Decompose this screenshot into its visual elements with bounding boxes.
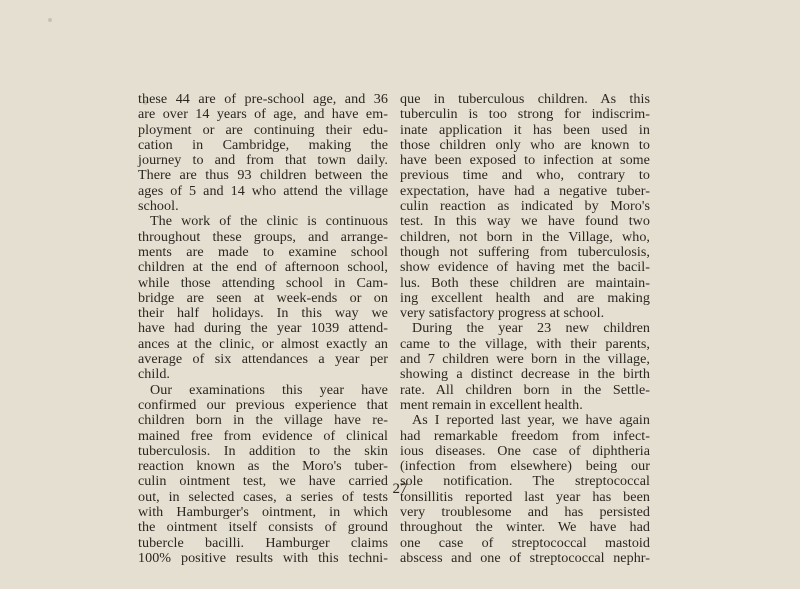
text-line: tuberculosis. In addition to the skin bbox=[138, 442, 388, 459]
text-line: ing excellent health and are making bbox=[400, 289, 650, 306]
text-line: ious diseases. One case of diphtheria bbox=[400, 442, 650, 459]
text-line: reaction known as the Moro's tuber- bbox=[138, 458, 388, 475]
text-line: bridge are seen at week-ends or on bbox=[138, 289, 388, 306]
text-line: There are thus 93 children between the bbox=[138, 167, 388, 184]
text-line: throughout the winter. We have had bbox=[400, 519, 650, 536]
text-line: abscess and one of streptococcal nephr- bbox=[400, 549, 650, 566]
text-line: que in tuberculous children. As this bbox=[400, 91, 650, 107]
text-line: ployment or are continuing their edu- bbox=[138, 121, 388, 138]
text-line: though not suffering from tuberculosis, bbox=[400, 243, 650, 260]
text-line: children at the end of afternoon school, bbox=[138, 259, 388, 276]
text-line: confirmed our previous experience that bbox=[138, 396, 388, 413]
text-line: while those attending school in Cam- bbox=[138, 274, 388, 291]
text-line: those children only who are known to bbox=[400, 136, 650, 153]
text-line: previous time and who, contrary to bbox=[400, 167, 650, 184]
text-line: expectation, have had a negative tuber- bbox=[400, 182, 650, 199]
text-line: 100% positive results with this techni- bbox=[138, 549, 388, 566]
text-line: sole notification. The streptococcal bbox=[400, 473, 650, 490]
text-line: Our examinations this year have bbox=[150, 381, 388, 398]
text-line: tuberculin is too strong for indiscrim- bbox=[400, 106, 650, 123]
text-line: are over 14 years of age, and have em- bbox=[138, 106, 388, 123]
text-line: culin reaction as indicated by Moro's bbox=[400, 198, 650, 215]
text-line: had remarkable freedom from infect- bbox=[400, 427, 650, 444]
text-line: tubercle bacilli. Hamburger claims bbox=[138, 534, 388, 551]
text-line: very satisfactory progress at school. bbox=[400, 305, 605, 322]
text-line: and 7 children were born in the village, bbox=[400, 351, 650, 368]
text-line: cation in Cambridge, making the bbox=[138, 136, 388, 153]
text-line: showing a distinct decrease in the birth bbox=[400, 366, 650, 383]
text-line: came to the village, with their parents, bbox=[400, 335, 650, 352]
text-line: ment remain in excellent health. bbox=[400, 396, 583, 413]
text-line: mained free from evidence of clinical bbox=[138, 427, 388, 444]
text-line: inate application it has been used in bbox=[400, 121, 650, 138]
text-line: test. In this way we have found two bbox=[400, 213, 650, 230]
page-number: 27 bbox=[392, 481, 408, 497]
text-line: lus. Both these children are maintain- bbox=[400, 274, 650, 291]
text-line: As I reported last year, we have again bbox=[412, 412, 650, 429]
text-line: During the year 23 new children bbox=[412, 320, 650, 337]
text-line: the ointment itself consists of ground bbox=[138, 519, 388, 536]
text-line: out, in selected cases, a series of tests bbox=[138, 488, 388, 505]
text-line: ances at the clinic, or almost exactly an bbox=[138, 335, 388, 352]
text-line: show evidence of having met the bacil- bbox=[400, 259, 650, 276]
text-line: ments are made to examine school bbox=[138, 243, 388, 260]
text-line: one case of streptococcal mastoid bbox=[400, 534, 650, 551]
text-line: very troublesome and has persisted bbox=[400, 504, 650, 521]
paper-speck bbox=[48, 18, 52, 22]
text-line: journey to and from that town daily. bbox=[138, 152, 388, 169]
text-line: rate. All children born in the Settle- bbox=[400, 381, 650, 398]
text-line: The work of the clinic is continuous bbox=[150, 213, 388, 230]
text-line: average of six attendances a year per bbox=[138, 351, 388, 368]
text-line: these 44 are of pre-school age, and 36 bbox=[138, 91, 388, 107]
text-line: school. bbox=[138, 198, 179, 215]
text-line: culin ointment test, we have carried bbox=[138, 473, 388, 490]
text-line: (infection from elsewhere) being our bbox=[400, 458, 650, 475]
text-line: child. bbox=[138, 366, 171, 383]
text-line: tonsillitis reported last year has been bbox=[400, 488, 650, 505]
text-line: children born in the village have re- bbox=[138, 412, 388, 429]
text-line: their half holidays. In this way we bbox=[138, 305, 388, 322]
text-line: throughout these groups, and arrange- bbox=[138, 228, 388, 245]
text-line: children, not born in the Village, who, bbox=[400, 228, 650, 245]
text-line: ages of 5 and 14 who attend the village bbox=[138, 182, 388, 199]
text-line: with Hamburger's ointment, in which bbox=[138, 504, 388, 521]
text-line: have been exposed to infection at some bbox=[400, 152, 650, 169]
text-line: have had during the year 1039 attend- bbox=[138, 320, 388, 337]
